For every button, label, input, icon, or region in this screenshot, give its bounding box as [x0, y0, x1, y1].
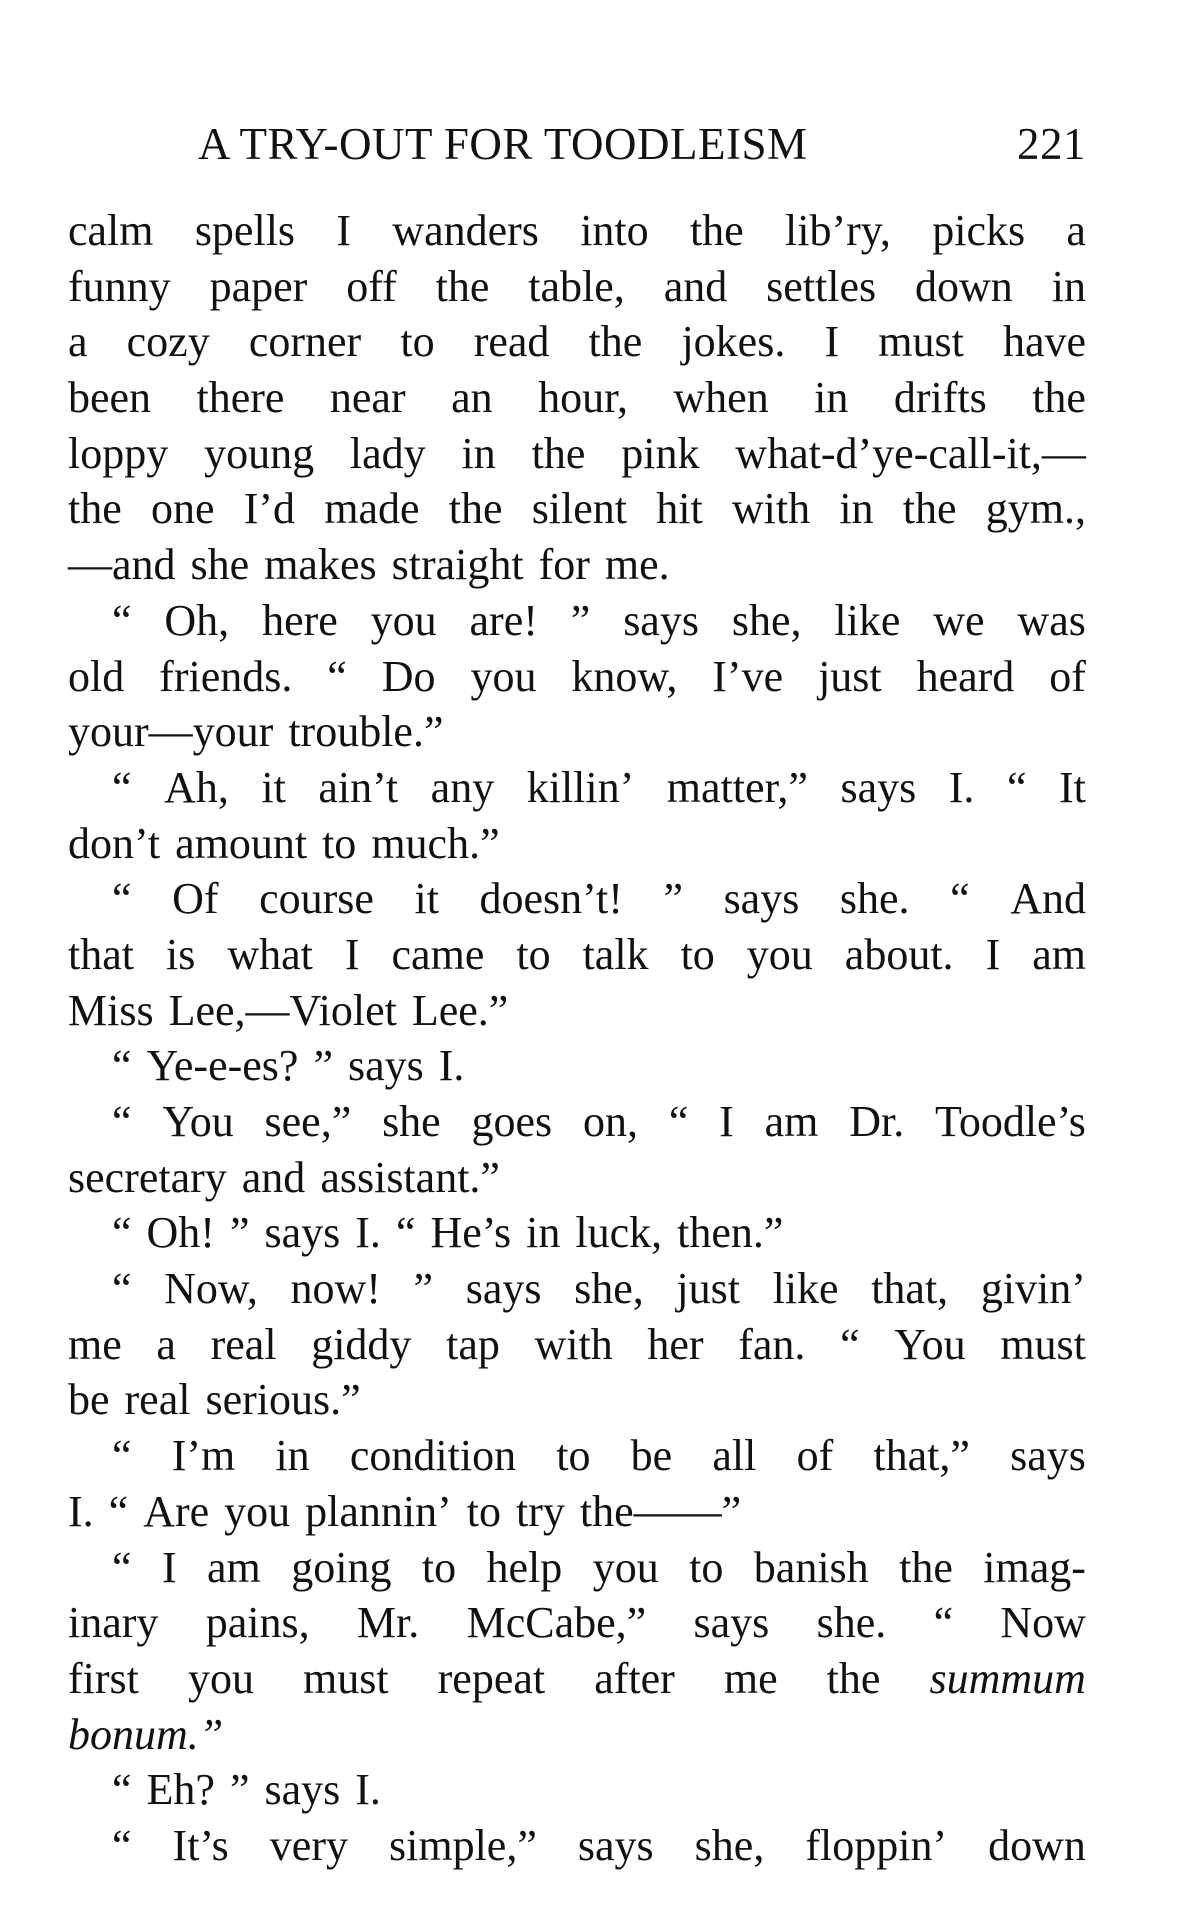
text-line — [68, 760, 1086, 816]
word: says — [347, 1041, 424, 1091]
word: I. — [438, 1041, 465, 1091]
page-number: 221 — [1017, 119, 1086, 169]
word: bonum.” — [68, 1709, 224, 1759]
word: been — [68, 373, 152, 423]
word: to — [680, 929, 715, 979]
text-line — [68, 1317, 1086, 1373]
word: you — [224, 1486, 291, 1536]
word: ” — [229, 1765, 250, 1815]
word: don’t — [68, 818, 161, 868]
running-title: A TRY-OUT FOR TOODLEISM — [198, 119, 808, 169]
word: “ — [112, 1264, 132, 1314]
word: I — [336, 206, 351, 255]
word: the — [899, 1542, 953, 1592]
word: the — [435, 261, 490, 311]
text-line — [68, 1150, 1086, 1206]
word: hit — [656, 484, 703, 534]
word: of — [796, 1431, 834, 1481]
word: an — [451, 373, 493, 423]
text-line — [68, 816, 1086, 872]
word: what-d’ye-call-it,— — [735, 428, 1086, 478]
word: table, — [528, 261, 625, 311]
text-line — [68, 983, 1086, 1039]
word: there — [196, 373, 285, 423]
word: simple,” — [389, 1820, 537, 1870]
word: You — [894, 1319, 966, 1369]
word: the — [68, 484, 122, 534]
word: paper — [209, 261, 308, 311]
word: makes — [264, 540, 377, 590]
word: ” — [570, 595, 591, 645]
word: down — [988, 1820, 1086, 1870]
text-line — [68, 537, 1086, 593]
word: that — [68, 929, 134, 979]
word: she, — [731, 595, 802, 645]
word: the——” — [579, 1486, 742, 1536]
word: wanders — [392, 206, 539, 255]
word: “ — [112, 1041, 132, 1091]
word: “ — [950, 874, 970, 924]
word: real — [210, 1319, 277, 1369]
word: ” — [413, 1264, 434, 1314]
word: you — [592, 1542, 659, 1592]
word: floppin’ — [805, 1820, 948, 1870]
text-line — [68, 314, 1086, 370]
word: “ — [1006, 762, 1027, 812]
word: corner — [248, 317, 362, 367]
word: Eh? — [146, 1765, 215, 1815]
word: near — [329, 373, 406, 423]
word: must — [1000, 1319, 1086, 1369]
word: Lee,—Violet — [168, 985, 397, 1035]
word: in — [1051, 261, 1086, 311]
word: Now, — [164, 1264, 258, 1314]
word: she — [382, 1097, 441, 1146]
word: cozy — [126, 317, 210, 367]
text-line — [68, 1762, 1086, 1818]
word: silent — [531, 484, 628, 534]
running-head — [68, 118, 1086, 178]
word: doesn’t! — [479, 874, 623, 924]
word: gym., — [985, 484, 1086, 534]
word: to — [689, 1542, 724, 1592]
text-line — [68, 593, 1086, 649]
word: I — [161, 1542, 177, 1592]
text-line — [68, 1540, 1086, 1596]
word: Oh! — [146, 1208, 215, 1258]
word: like — [834, 595, 901, 645]
word: she. — [816, 1598, 887, 1648]
text-line — [68, 871, 1086, 927]
word: is — [165, 929, 196, 979]
word: me. — [604, 540, 670, 590]
word: then.” — [677, 1208, 784, 1258]
word: a — [1066, 206, 1086, 255]
word: to — [556, 1431, 591, 1481]
word: “ — [933, 1598, 954, 1648]
word: for — [538, 540, 590, 590]
word: came — [391, 929, 485, 979]
word: made — [324, 484, 420, 534]
word: into — [580, 206, 649, 255]
word: must — [878, 317, 964, 367]
body-text — [68, 203, 1086, 1874]
word: the — [531, 428, 586, 478]
word: course — [259, 874, 374, 924]
word: says — [577, 1820, 654, 1870]
word: to — [466, 1486, 502, 1536]
word: says — [840, 762, 917, 812]
word: “ — [112, 1097, 132, 1146]
word: just — [818, 651, 882, 701]
word: McCabe,” — [466, 1598, 647, 1648]
word: see,” — [264, 1097, 352, 1146]
word: much.” — [371, 818, 500, 868]
word: read — [473, 317, 550, 367]
word: the — [588, 317, 643, 367]
word: drifts — [893, 373, 987, 423]
text-line — [68, 1651, 1086, 1707]
text-line — [68, 370, 1086, 426]
word: It — [1058, 762, 1086, 812]
word: the — [826, 1653, 881, 1703]
word: I — [344, 929, 360, 979]
word: me — [723, 1653, 778, 1703]
word: picks — [932, 206, 1026, 255]
word: I’d — [243, 484, 296, 534]
word: says — [723, 874, 800, 924]
word: young — [204, 428, 315, 478]
word: on, — [583, 1097, 638, 1146]
word: any — [430, 762, 495, 812]
word: was — [1017, 595, 1086, 645]
word: condition — [349, 1431, 517, 1481]
word: help — [486, 1542, 563, 1592]
word: “ — [668, 1097, 689, 1146]
text-line — [68, 1261, 1086, 1317]
word: first — [68, 1653, 139, 1703]
word: says — [693, 1598, 770, 1648]
word: I — [824, 317, 840, 367]
word: the — [689, 206, 744, 255]
word: a — [156, 1319, 176, 1369]
word: givin’ — [980, 1264, 1086, 1314]
word: summum — [929, 1653, 1086, 1703]
word: ” — [663, 874, 683, 924]
word: secretary — [68, 1152, 227, 1202]
word: am — [1032, 929, 1086, 979]
word: that, — [871, 1264, 949, 1314]
word: Lee.” — [411, 985, 509, 1035]
word: Toodle’s — [935, 1097, 1086, 1146]
word: in — [275, 1431, 310, 1481]
word: says — [264, 1208, 341, 1258]
word: I’m — [171, 1431, 236, 1481]
word: you — [470, 651, 537, 701]
word: she — [190, 540, 250, 590]
word: off — [346, 261, 397, 311]
word: says — [264, 1765, 341, 1815]
text-line — [68, 1205, 1086, 1261]
word: jokes. — [681, 317, 786, 367]
word: Oh, — [164, 595, 230, 645]
word: your—your — [68, 707, 274, 757]
word: it — [261, 762, 286, 812]
word: amount — [175, 818, 308, 868]
word: we — [933, 595, 985, 645]
text-line — [68, 1038, 1086, 1094]
word: He’s — [430, 1208, 512, 1258]
text-line — [68, 649, 1086, 705]
word: have — [1002, 317, 1086, 367]
word: hour, — [538, 373, 628, 423]
word: to — [322, 818, 357, 868]
word: repeat — [437, 1653, 546, 1703]
word: her — [647, 1319, 704, 1369]
word: Miss — [68, 985, 154, 1035]
word: “ — [327, 651, 347, 701]
word: the — [448, 484, 503, 534]
word: “ — [112, 595, 132, 645]
word: ” — [229, 1208, 250, 1258]
word: I’ve — [712, 651, 784, 701]
word: “ — [112, 762, 132, 812]
word: friends. — [159, 651, 293, 701]
word: me — [68, 1319, 122, 1369]
word: to — [400, 317, 435, 367]
word: “ — [112, 1820, 132, 1870]
text-line — [68, 1372, 1086, 1428]
word: the — [1032, 373, 1086, 423]
word: know, — [571, 651, 678, 701]
word: straight — [391, 540, 524, 590]
word: inary — [68, 1598, 159, 1648]
word: matter,” — [666, 762, 808, 812]
word: she, — [694, 1820, 765, 1870]
word: “ — [112, 1431, 132, 1481]
word: with — [534, 1319, 613, 1369]
word: banish — [753, 1542, 869, 1592]
word: plannin’ — [305, 1486, 452, 1536]
word: fan. — [738, 1319, 806, 1369]
word: Now — [1000, 1598, 1086, 1648]
word: I. — [68, 1486, 94, 1536]
word: you — [746, 929, 813, 979]
word: giddy — [311, 1319, 412, 1369]
word: “ — [112, 874, 132, 924]
text-line — [68, 927, 1086, 983]
word: heard — [916, 651, 1015, 701]
word: loppy — [68, 428, 169, 478]
text-line — [68, 426, 1086, 482]
word: down — [915, 261, 1013, 311]
word: what — [227, 929, 313, 979]
word: in — [526, 1208, 561, 1258]
word: says — [623, 595, 699, 645]
word: when — [673, 373, 769, 423]
word: Dr. — [849, 1097, 905, 1146]
word: “ — [112, 1542, 132, 1592]
word: “ — [112, 1765, 132, 1815]
word: says — [1010, 1431, 1086, 1481]
word: Ye-e-es? — [146, 1041, 299, 1091]
word: Do — [381, 651, 436, 701]
text-line — [68, 1428, 1086, 1484]
word: imag- — [983, 1542, 1086, 1592]
word: one — [150, 484, 215, 534]
text-line — [68, 259, 1086, 315]
text-line — [68, 1595, 1086, 1651]
word: And — [1010, 874, 1086, 924]
word: Mr. — [356, 1598, 420, 1648]
word: “ — [112, 1208, 132, 1258]
word: it — [414, 874, 439, 924]
word: you — [370, 595, 437, 645]
word: talk — [582, 929, 649, 979]
word: “ — [395, 1208, 416, 1258]
word: with — [731, 484, 811, 534]
word: It’s — [172, 1820, 229, 1870]
word: of — [1049, 651, 1086, 701]
word: be — [68, 1375, 110, 1425]
word: be — [630, 1431, 673, 1481]
word: she. — [839, 874, 910, 924]
word: tap — [446, 1319, 500, 1369]
word: in — [814, 373, 849, 423]
word: am — [764, 1097, 819, 1146]
word: old — [68, 651, 125, 701]
text-line — [68, 704, 1086, 760]
word: am — [207, 1542, 261, 1592]
word: real — [124, 1375, 191, 1425]
word: ain’t — [318, 762, 399, 812]
word: pains, — [205, 1598, 310, 1648]
word: here — [262, 595, 338, 645]
word: now! — [290, 1264, 381, 1314]
word: you — [187, 1653, 254, 1703]
text-line — [68, 1484, 1086, 1540]
word: are! — [469, 595, 538, 645]
word: I. — [948, 762, 975, 812]
word: going — [291, 1542, 392, 1592]
word: “ — [840, 1319, 860, 1369]
word: lib’ry, — [785, 206, 891, 255]
word: I. — [355, 1765, 381, 1815]
word: assistant.” — [320, 1152, 500, 1202]
word: says — [465, 1264, 542, 1314]
word: You — [162, 1097, 234, 1146]
word: goes — [471, 1097, 553, 1146]
word: she, — [574, 1264, 644, 1314]
word: after — [594, 1653, 675, 1703]
word: “ — [108, 1486, 129, 1536]
word: ” — [313, 1041, 333, 1091]
word: Are — [143, 1486, 210, 1536]
word: in — [839, 484, 874, 534]
text-line — [68, 1818, 1086, 1874]
text-line — [68, 481, 1086, 537]
text-line — [68, 203, 1086, 259]
word: and — [663, 261, 728, 311]
word: must — [303, 1653, 389, 1703]
word: to — [421, 1542, 457, 1592]
word: to — [516, 929, 551, 979]
word: trouble.” — [288, 707, 444, 757]
word: settles — [766, 261, 877, 311]
word: about. — [844, 929, 954, 979]
word: very — [269, 1820, 348, 1870]
word: I. — [355, 1208, 381, 1258]
word: spells — [194, 206, 296, 255]
word: luck, — [575, 1208, 663, 1258]
word: serious.” — [205, 1375, 361, 1425]
word: try — [516, 1486, 565, 1536]
word: Of — [172, 874, 219, 924]
word: lady — [349, 428, 426, 478]
word: like — [772, 1264, 839, 1314]
word: I — [985, 929, 1001, 979]
word: that,” — [873, 1431, 970, 1481]
word: and — [241, 1152, 306, 1202]
word: funny — [68, 261, 171, 311]
word: a — [68, 317, 88, 367]
word: all — [712, 1431, 757, 1481]
word: —and — [68, 540, 176, 590]
text-line — [68, 1094, 1086, 1150]
word: pink — [621, 428, 700, 478]
text-line — [68, 1707, 1086, 1763]
word: just — [676, 1264, 740, 1314]
word: the — [902, 484, 957, 534]
word: I — [719, 1097, 734, 1146]
word: calm — [68, 206, 154, 255]
word: Ah, — [164, 762, 229, 812]
word: in — [461, 428, 496, 478]
word: killin’ — [526, 762, 635, 812]
